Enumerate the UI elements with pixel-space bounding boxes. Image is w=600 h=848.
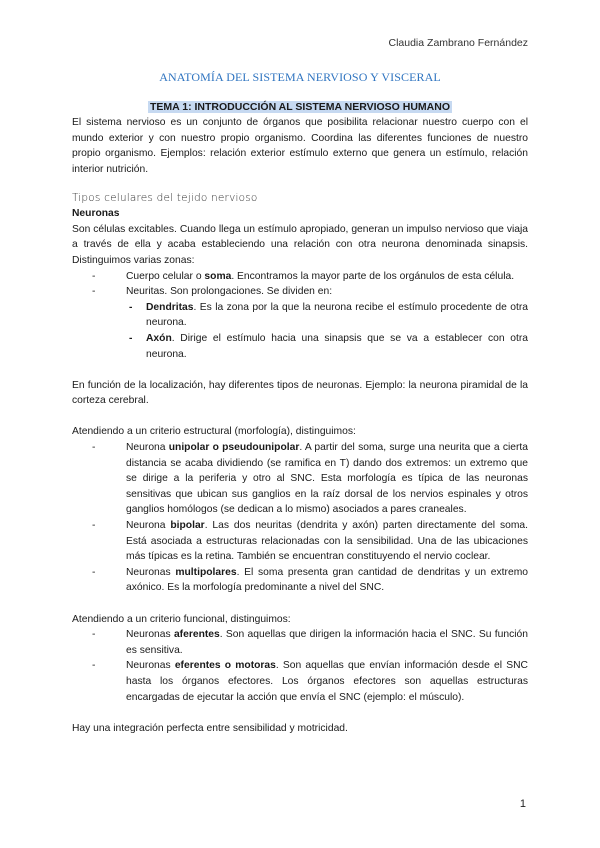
functional-intro: Atendiendo a un criterio funcional, distinguimos: <box>72 613 291 625</box>
functional-item-aferentes: - Neuronas aferentes. Son aquellas que dirigen la información hacia el SNC. Su función es sensitiva. <box>72 627 528 658</box>
topic-heading-text: TEMA 1: INTRODUCCIÓN AL SISTEMA NERVIOSO HUMANO <box>149 100 451 113</box>
zone-item-soma: - Cuerpo celular o soma. Encontramos la mayor parte de los orgánulos de esta célula. <box>72 269 528 285</box>
neuronas-heading: Neuronas <box>72 208 120 220</box>
structural-item-unipolar: - Neurona unipolar o pseudounipolar. A partir del soma, surge una neurita que a cierta distancia se acaba dividiendo (se ramifica en T) dando dos extremos: un extremo que se dirige a la periferia y otro al SNC. Esta morfología es típica de las neuronas sensitivas que ubican sus ganglios en la raíz dorsal de los nervios espinales y otros ganglios homólogos (se dedican a lo mismo) asociados a pares craneales. <box>72 440 528 518</box>
zones-list <box>72 269 528 363</box>
neurite-item-axon: - Axón. Dirige el estímulo hacia una sinapsis que se va a establecer con otra neurona. <box>72 331 528 362</box>
page-body <box>72 68 528 736</box>
topic-heading <box>72 100 528 116</box>
neurites-list <box>126 300 528 362</box>
author-header: Claudia Zambrano Fernández <box>388 37 528 49</box>
intro-paragraph: El sistema nervioso es un conjunto de órganos que posibilita relacionar nuestro cuerpo con el mundo exterior y con nuestro propio organismo. Coordina las diferentes funciones de nuestro propio organismo. Ejemplos: relación exterior estímulo externo que genera un estímulo, relación interior nutrición. <box>72 117 528 175</box>
localization-paragraph: En función de la localización, hay diferentes tipos de neuronas. Ejemplo: la neurona piramidal de la corteza cerebral. <box>72 379 528 407</box>
structural-intro: Atendiendo a un criterio estructural (morfología), distinguimos: <box>72 426 356 438</box>
structural-item-bipolar: - Neurona bipolar. Las dos neuritas (dendrita y axón) parten directamente del soma. Está asociada a estructuras relacionadas con la sensibilidad. Una de las ubicaciones más típicas es la retina. También se encuentran constituyendo el nervio coclear. <box>72 518 528 565</box>
functional-item-eferentes: - Neuronas eferentes o motoras. Son aquellas que envían información desde el SNC hasta los órganos efectores. Los órganos efectores son aquellas estructuras encargadas de ejecutar la acción que envía el SNC (ejemplo: el músculo). <box>72 658 528 705</box>
neurite-item-dendritas: - Dendritas. Es la zona por la que la neurona recibe el estímulo procedente de otra neurona. <box>72 300 528 331</box>
structural-item-multipolar: - Neuronas multipolares. El soma presenta gran cantidad de dendritas y un extremo axónico. Es la morfología predominante a nivel del SNC. <box>72 565 528 596</box>
neuronas-description: Son células excitables. Cuando llega un estímulo apropiado, generan un impulso nervioso que viaja a través de ella y acaba estableciendo una relación con otra neurona denominada sinapsis. Distinguimos varias zonas: <box>72 223 528 266</box>
structural-list <box>72 440 528 596</box>
zone-item-neuritas: - Neuritas. Son prolongaciones. Se dividen en: - Dendritas. Es la zona por la que la neurona recibe el estímulo procedente de otra neurona. - Axón. Dirige el estímulo hacia una sinapsis que se va a establecer con otra neurona. <box>72 284 528 362</box>
document-title: ANATOMÍA DEL SISTEMA NERVIOSO Y VISCERAL <box>159 70 441 84</box>
closing-paragraph: Hay una integración perfecta entre sensibilidad y motricidad. <box>72 722 348 734</box>
page-number: 1 <box>519 798 526 810</box>
functional-list <box>72 627 528 705</box>
section-heading: Tipos celulares del tejido nervioso <box>72 191 258 204</box>
